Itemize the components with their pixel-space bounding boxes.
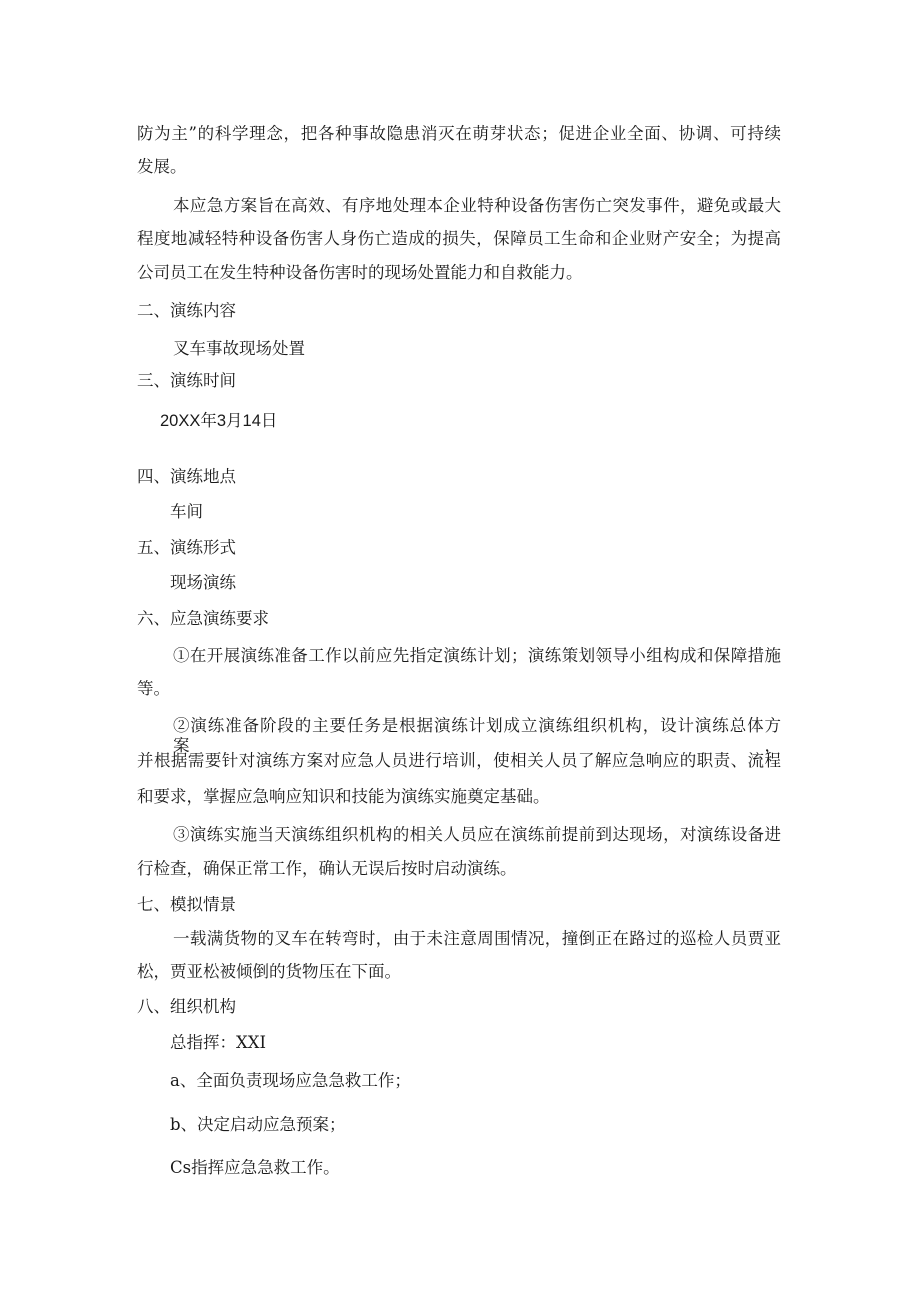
duty-a: a、全面负责现场应急急救工作； xyxy=(170,1071,411,1090)
section-3-body: 20XX年3月14日 xyxy=(160,412,278,430)
scenario-line-2: 松，贾亚松被倾倒的货物压在下面。 xyxy=(137,962,401,981)
purpose-line-1: 本应急方案旨在高效、有序地处理本企业特种设备伤害伤亡突发事件，避免或最大 xyxy=(173,196,781,215)
requirement-2-line-2: 并根据需要针对演练方案对应急人员进行培训，使相关人员了解应急响应的职责、流程 xyxy=(137,751,781,770)
intro-line-2: 发展。 xyxy=(137,157,187,176)
requirement-1-line-2: 等。 xyxy=(137,679,170,698)
section-8-heading: 八、组织机构 xyxy=(137,997,236,1016)
purpose-line-2: 程度地减轻特种设备伤害人身伤亡造成的损失，保障员工生命和企业财产安全；为提高 xyxy=(137,229,781,248)
section-5-body: 现场演练 xyxy=(170,573,236,592)
requirement-3-line-2: 行检查，确保正常工作，确认无误后按时启动演练。 xyxy=(137,859,517,878)
intro-line-1: 防为主”的科学理念，把各种事故隐患消灭在萌芽状态；促进企业全面、协调、可持续 xyxy=(137,124,781,143)
section-3-heading: 三、演练时间 xyxy=(137,371,236,390)
requirement-2-line-3: 和要求，掌握应急响应知识和技能为演练实施奠定基础。 xyxy=(137,787,550,806)
requirement-2-line-1: ②演练准备阶段的主要任务是根据演练计划成立演练组织机构，设计演练总体方案， xyxy=(173,716,781,755)
section-7-heading: 七、模拟情景 xyxy=(137,895,236,914)
section-4-heading: 四、演练地点 xyxy=(137,467,236,486)
section-4-body: 车间 xyxy=(170,502,203,521)
scenario-line-1: 一载满货物的叉车在转弯时，由于未注意周围情况，撞倒正在路过的巡检人员贾亚 xyxy=(173,929,781,948)
section-2-body: 叉车事故现场处置 xyxy=(173,339,305,358)
section-6-heading: 六、应急演练要求 xyxy=(137,609,269,628)
duty-b: b、决定启动应急预案； xyxy=(170,1115,346,1134)
duty-c: Cs指挥应急急救工作。 xyxy=(170,1158,340,1177)
section-2-heading: 二、演练内容 xyxy=(137,301,236,320)
requirement-1-line-1: ①在开展演练准备工作以前应先指定演练计划；演练策划领导小组构成和保障措施 xyxy=(173,646,781,665)
requirement-3-line-1: ③演练实施当天演练组织机构的相关人员应在演练前提前到达现场，对演练设备进 xyxy=(173,825,781,844)
purpose-line-3: 公司员工在发生特种设备伤害时的现场处置能力和自救能力。 xyxy=(137,263,583,282)
section-5-heading: 五、演练形式 xyxy=(137,538,236,557)
commander-line: 总指挥：XXI xyxy=(170,1033,267,1052)
